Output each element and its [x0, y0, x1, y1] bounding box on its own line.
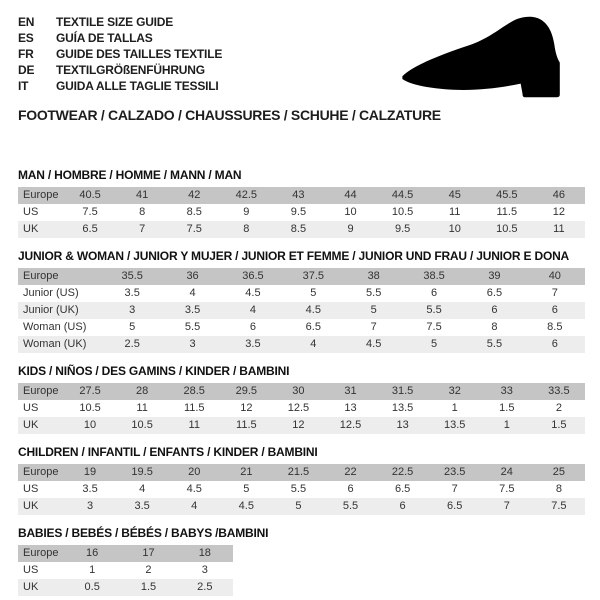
size-value: 40: [548, 270, 561, 282]
size-value: 10: [448, 223, 461, 235]
size-value: 10.5: [391, 206, 414, 218]
size-value: 11: [448, 206, 461, 218]
size-value: 2: [555, 402, 562, 414]
size-value: 5: [295, 500, 302, 512]
size-value: 29.5: [235, 385, 258, 397]
size-value: 12: [292, 419, 305, 431]
language-code: IT: [18, 79, 29, 93]
size-value: 35.5: [121, 270, 143, 282]
size-value: 9: [347, 223, 354, 235]
size-value: 7: [139, 223, 146, 235]
size-value: 6.5: [394, 483, 411, 495]
table-title-babies: BABIES / BEBÉS / BÉBÉS / BABYS /BAMBINI: [18, 526, 269, 540]
size-value: 8: [139, 206, 146, 218]
size-value: 9.5: [290, 206, 307, 218]
table-row-kids-europe: [18, 383, 585, 400]
size-value: 45: [448, 189, 461, 201]
language-code: ES: [18, 31, 34, 45]
size-value: 28: [136, 385, 149, 397]
size-value: 38: [367, 270, 380, 282]
size-value: 10: [344, 206, 357, 218]
size-value: 19.5: [131, 466, 153, 478]
size-value: 6: [431, 287, 438, 299]
size-value: 36.5: [242, 270, 264, 282]
size-value: 5.5: [486, 338, 503, 350]
size-value: 0.5: [84, 581, 100, 593]
size-value: 6: [551, 304, 558, 316]
size-value: 5.5: [342, 500, 359, 512]
size-value: 4.5: [186, 483, 202, 495]
size-value: 4.5: [305, 304, 321, 316]
size-value: 5: [310, 287, 317, 299]
size-table-junior-woman: [18, 268, 585, 353]
size-value: 46: [552, 189, 566, 201]
row-label: UK: [23, 223, 39, 235]
size-value: 7: [451, 483, 458, 495]
size-value: 18: [198, 547, 211, 559]
size-value: 39: [488, 270, 501, 282]
size-value: 33: [500, 385, 513, 397]
size-value: 5.5: [426, 304, 442, 316]
table-row-junior-woman-junior-uk: [18, 302, 585, 319]
size-value: 25: [552, 466, 566, 478]
size-value: 20: [188, 466, 201, 478]
table-title-kids: KIDS / NIÑOS / DES GAMINS / KINDER / BAMBINI: [18, 364, 290, 378]
size-value: 28.5: [183, 385, 205, 397]
size-value: 5.5: [366, 287, 382, 299]
size-value: 4.5: [245, 287, 261, 299]
size-table-babies: [18, 545, 233, 596]
row-label: US: [23, 402, 39, 414]
size-value: 6.5: [82, 223, 98, 235]
size-value: 3.5: [124, 287, 140, 299]
table-row-junior-woman-woman-uk: [18, 336, 585, 353]
size-value: 4.5: [238, 500, 254, 512]
size-value: 21: [240, 466, 253, 478]
size-value: 43: [292, 189, 305, 201]
size-value: 13.5: [443, 419, 466, 431]
size-value: 4.5: [366, 338, 382, 350]
size-value: 24: [500, 466, 513, 478]
table-row-children-uk: [18, 498, 585, 515]
size-value: 6: [551, 338, 558, 350]
table-title-children: CHILDREN / INFANTIL / ENFANTS / KINDER / BAMBINI: [18, 445, 318, 459]
size-value: 16: [86, 547, 99, 559]
row-label: US: [23, 206, 39, 218]
table-row-junior-woman-europe: [18, 268, 585, 285]
size-value: 44.5: [391, 189, 414, 201]
size-value: 3: [129, 304, 136, 316]
size-value: 7: [503, 500, 510, 512]
size-value: 40.5: [79, 189, 101, 201]
size-value: 30: [292, 385, 305, 397]
size-value: 4: [191, 500, 198, 512]
size-value: 8: [555, 483, 562, 495]
size-value: 11.5: [183, 402, 205, 414]
size-value: 42: [188, 189, 201, 201]
size-value: 36: [186, 270, 199, 282]
size-value: 1: [451, 402, 458, 414]
language-code: FR: [18, 47, 34, 61]
size-value: 23.5: [443, 466, 466, 478]
size-value: 1: [503, 419, 510, 431]
size-value: 12: [552, 206, 566, 218]
size-value: 5.5: [290, 483, 307, 495]
size-value: 7.5: [551, 500, 567, 512]
size-value: 7: [551, 287, 558, 299]
size-value: 17: [142, 547, 155, 559]
row-label: Europe: [23, 189, 59, 201]
size-value: 7.5: [499, 483, 515, 495]
size-tables: [18, 169, 585, 596]
table-row-man-us: [18, 204, 585, 221]
size-value: 3.5: [184, 304, 201, 316]
size-value: 6: [249, 321, 256, 333]
size-value: 4: [310, 338, 317, 350]
size-value: 3: [86, 500, 94, 512]
size-value: 6.5: [447, 500, 463, 512]
size-value: 8: [491, 321, 498, 333]
row-label: US: [23, 564, 39, 576]
size-value: 19: [83, 466, 97, 478]
size-value: 32: [448, 385, 461, 397]
size-value: 9: [243, 206, 250, 218]
row-label: Junior (US): [23, 287, 79, 299]
size-value: 12.5: [287, 402, 310, 414]
table-row-babies-us: [18, 562, 233, 579]
row-label: UK: [23, 581, 39, 593]
size-value: 10: [83, 419, 97, 431]
size-value: 5: [129, 321, 136, 333]
size-value: 6.5: [305, 321, 321, 333]
size-value: 3.5: [245, 338, 261, 350]
size-value: 3.5: [134, 500, 150, 512]
size-value: 13: [344, 402, 357, 414]
row-label: Europe: [23, 466, 59, 478]
size-value: 3: [201, 564, 208, 576]
size-value: 11: [136, 402, 148, 414]
size-value: 10.5: [496, 223, 518, 235]
table-row-man-europe: [18, 187, 585, 204]
size-value: 11.5: [496, 206, 518, 218]
size-value: 8.5: [547, 321, 563, 333]
size-value: 27.5: [79, 385, 101, 397]
size-value: 12.5: [339, 419, 362, 431]
size-value: 6.5: [486, 287, 503, 299]
row-label: Woman (US): [23, 321, 87, 333]
size-table-section-junior-woman: [18, 250, 585, 353]
size-value: 22: [344, 466, 357, 478]
size-value: 1.5: [499, 402, 515, 414]
size-value: 38.5: [423, 270, 445, 282]
row-label: UK: [23, 419, 39, 431]
table-title-man: MAN / HOMBRE / HOMME / MANN / MAN: [18, 168, 242, 182]
size-value: 6: [491, 304, 498, 316]
size-value: 41: [136, 189, 149, 201]
size-table-section-children: [18, 446, 585, 515]
language-code: EN: [18, 15, 35, 29]
size-value: 7.5: [426, 321, 442, 333]
language-title: GUIDA ALLE TAGLIE TESSILI: [56, 79, 219, 93]
row-label: US: [23, 483, 39, 495]
size-value: 31: [344, 385, 357, 397]
size-value: 6: [399, 500, 406, 512]
language-title: TEXTILGRÖßENFÜHRUNG: [56, 63, 205, 77]
size-table-section-man: [18, 169, 585, 238]
size-value: 12: [240, 402, 253, 414]
table-row-babies-europe: [18, 545, 233, 562]
size-value: 7: [370, 321, 377, 333]
size-value: 7.5: [82, 206, 98, 218]
size-value: 13: [396, 419, 409, 431]
size-value: 2.5: [197, 581, 213, 593]
size-value: 7.5: [186, 223, 202, 235]
table-row-babies-uk: [18, 579, 233, 596]
size-value: 8.5: [186, 206, 202, 218]
size-table-man: [18, 187, 585, 238]
size-value: 3.5: [82, 483, 98, 495]
size-value: 31.5: [391, 385, 414, 397]
size-value: 4: [139, 483, 146, 495]
size-table-kids: [18, 383, 585, 434]
size-value: 21.5: [287, 466, 310, 478]
shoe-image: [396, 12, 578, 106]
row-label: Europe: [23, 547, 59, 559]
size-value: 5: [243, 483, 250, 495]
size-value: 10.5: [79, 402, 101, 414]
table-row-children-us: [18, 481, 585, 498]
language-code: DE: [18, 63, 35, 77]
table-row-children-europe: [18, 464, 585, 481]
size-value: 42.5: [235, 189, 258, 201]
size-value: 5: [370, 304, 377, 316]
size-value: 5.5: [184, 321, 201, 333]
table-row-man-uk: [18, 221, 585, 238]
size-value: 2: [145, 564, 152, 576]
size-value: 1.5: [140, 581, 157, 593]
table-title-junior-woman: JUNIOR & WOMAN / JUNIOR Y MUJER / JUNIOR ET FEMME / JUNIOR UND FRAU / JUNIOR E DONA: [18, 249, 570, 263]
language-title: TEXTILE SIZE GUIDE: [56, 15, 174, 29]
size-value: 45.5: [496, 189, 518, 201]
size-value: 9.5: [394, 223, 411, 235]
size-value: 4: [189, 287, 196, 299]
table-row-kids-us: [18, 400, 585, 417]
size-value: 2.5: [124, 338, 140, 350]
size-value: 11.5: [236, 419, 257, 431]
table-row-junior-woman-woman-us: [18, 319, 585, 336]
size-value: 1.5: [551, 419, 567, 431]
language-title: GUÍA DE TALLAS: [56, 31, 153, 45]
size-value: 11: [188, 419, 200, 431]
table-row-junior-woman-junior-us: [18, 285, 585, 302]
language-title: GUIDE DES TAILLES TEXTILE: [56, 47, 223, 61]
row-label: UK: [23, 500, 39, 512]
size-table-children: [18, 464, 585, 515]
size-value: 5: [431, 338, 438, 350]
footwear-category-heading: FOOTWEAR / CALZADO / CHAUSSURES / SCHUHE / CALZATURE: [18, 107, 441, 123]
size-value: 10.5: [131, 419, 153, 431]
row-label: Europe: [23, 270, 59, 282]
size-value: 22.5: [391, 466, 414, 478]
size-value: 8.5: [290, 223, 307, 235]
size-value: 3: [189, 338, 196, 350]
table-row-kids-uk: [18, 417, 585, 434]
size-value: 4: [249, 304, 256, 316]
row-label: Europe: [23, 385, 59, 397]
size-value: 1: [89, 564, 96, 576]
size-table-section-babies: [18, 527, 585, 596]
size-value: 37.5: [302, 270, 325, 282]
row-label: Junior (UK): [23, 304, 79, 316]
dress-shoe-icon: [396, 12, 578, 106]
size-value: 13.5: [391, 402, 414, 414]
size-value: 33.5: [548, 385, 570, 397]
size-value: 6: [347, 483, 354, 495]
row-label: Woman (UK): [23, 338, 87, 350]
size-value: 11: [553, 223, 565, 235]
size-value: 8: [243, 223, 250, 235]
size-value: 44: [344, 189, 357, 201]
size-table-section-kids: [18, 365, 585, 434]
